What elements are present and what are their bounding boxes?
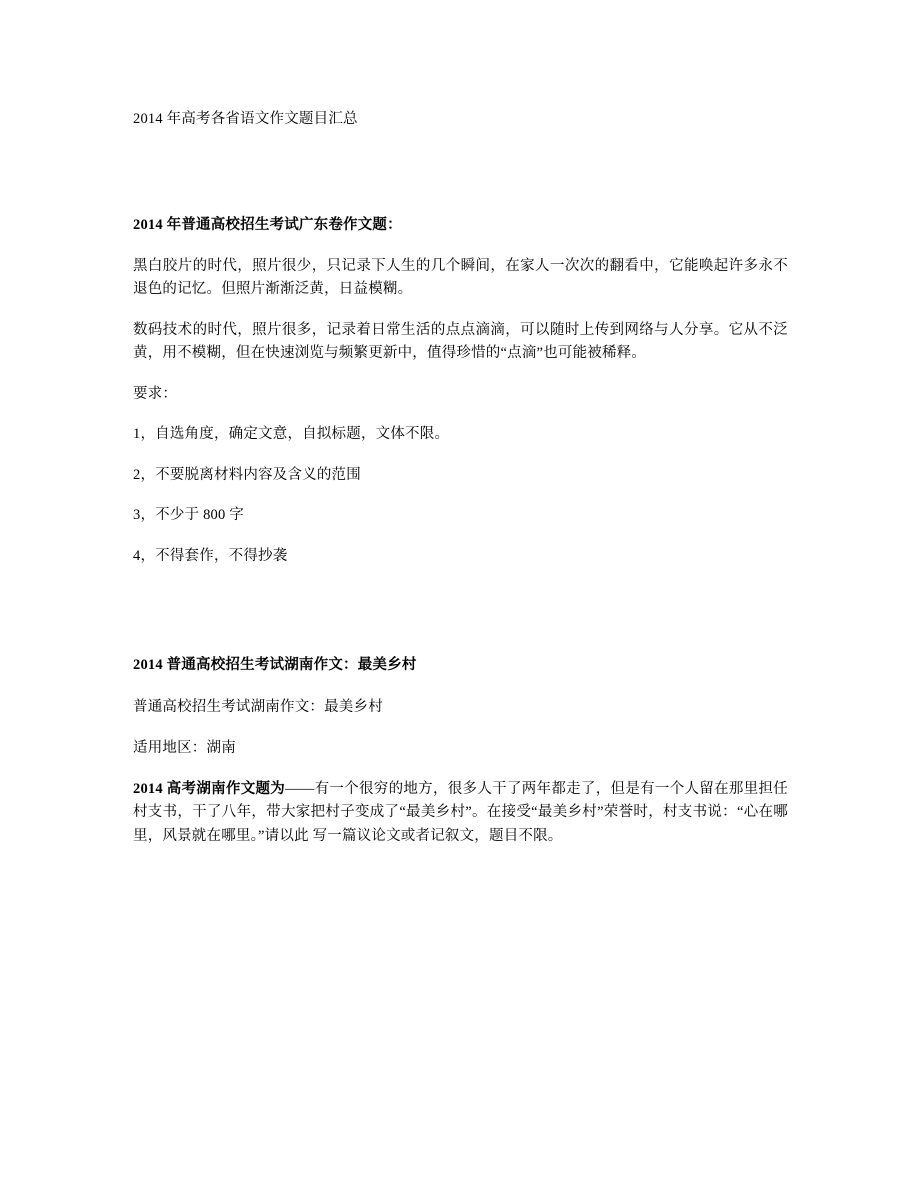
- hunan-prompt-lead: 2014 高考湖南作文题为: [133, 780, 286, 797]
- hunan-prompt-paragraph: [133, 778, 788, 848]
- hunan-subtitle: 普通高校招生考试湖南作文：最美乡村: [133, 698, 383, 715]
- section-heading-hunan: 2014 普通高校招生考试湖南作文：最美乡村: [133, 657, 417, 674]
- guangdong-requirement-3: 3，不少于 800 字: [133, 507, 244, 524]
- guangdong-requirements-label: 要求：: [133, 385, 178, 402]
- guangdong-requirement-2: 2，不要脱离材料内容及含义的范围: [133, 466, 361, 483]
- document-body: [133, 0, 788, 848]
- guangdong-requirement-4: 4，不得套作，不得抄袭: [133, 547, 288, 564]
- guangdong-paragraph-2: 数码技术的时代，照片很多，记录着日常生活的点点滴滴，可以随时上传到网络与人分享。它从不泛黄，用不模糊，但在快速浏览与频繁更新中，值得珍惜的“点滴”也可能被稀释。: [133, 321, 788, 362]
- guangdong-requirement-1: 1，自选角度，确定文意，自拟标题，文体不限。: [133, 426, 450, 443]
- page-title: 2014 年高考各省语文作文题目汇总: [133, 111, 358, 127]
- hunan-prompt-rest: ——有一个很穷的地方，很多人干了两年都走了，但是有一个人留在那里担任村支书，干了八年，带大家把村子变成了“最美乡村”。在接受“最美乡村”荣誉时，村支书说：“心在哪里，风景就在哪里。”请以此 写一篇议论文或者记叙文，题目不限。: [133, 780, 788, 844]
- hunan-region-label: 适用地区：湖南: [133, 740, 236, 757]
- section-heading-guangdong: 2014 年普通高校招生考试广东卷作文题：: [133, 217, 402, 234]
- guangdong-paragraph-1: 黑白胶片的时代，照片很少，只记录下人生的几个瞬间，在家人一次次的翻看中，它能唤起许多永不退色的记忆。但照片渐渐泛黄，日益模糊。: [133, 257, 788, 298]
